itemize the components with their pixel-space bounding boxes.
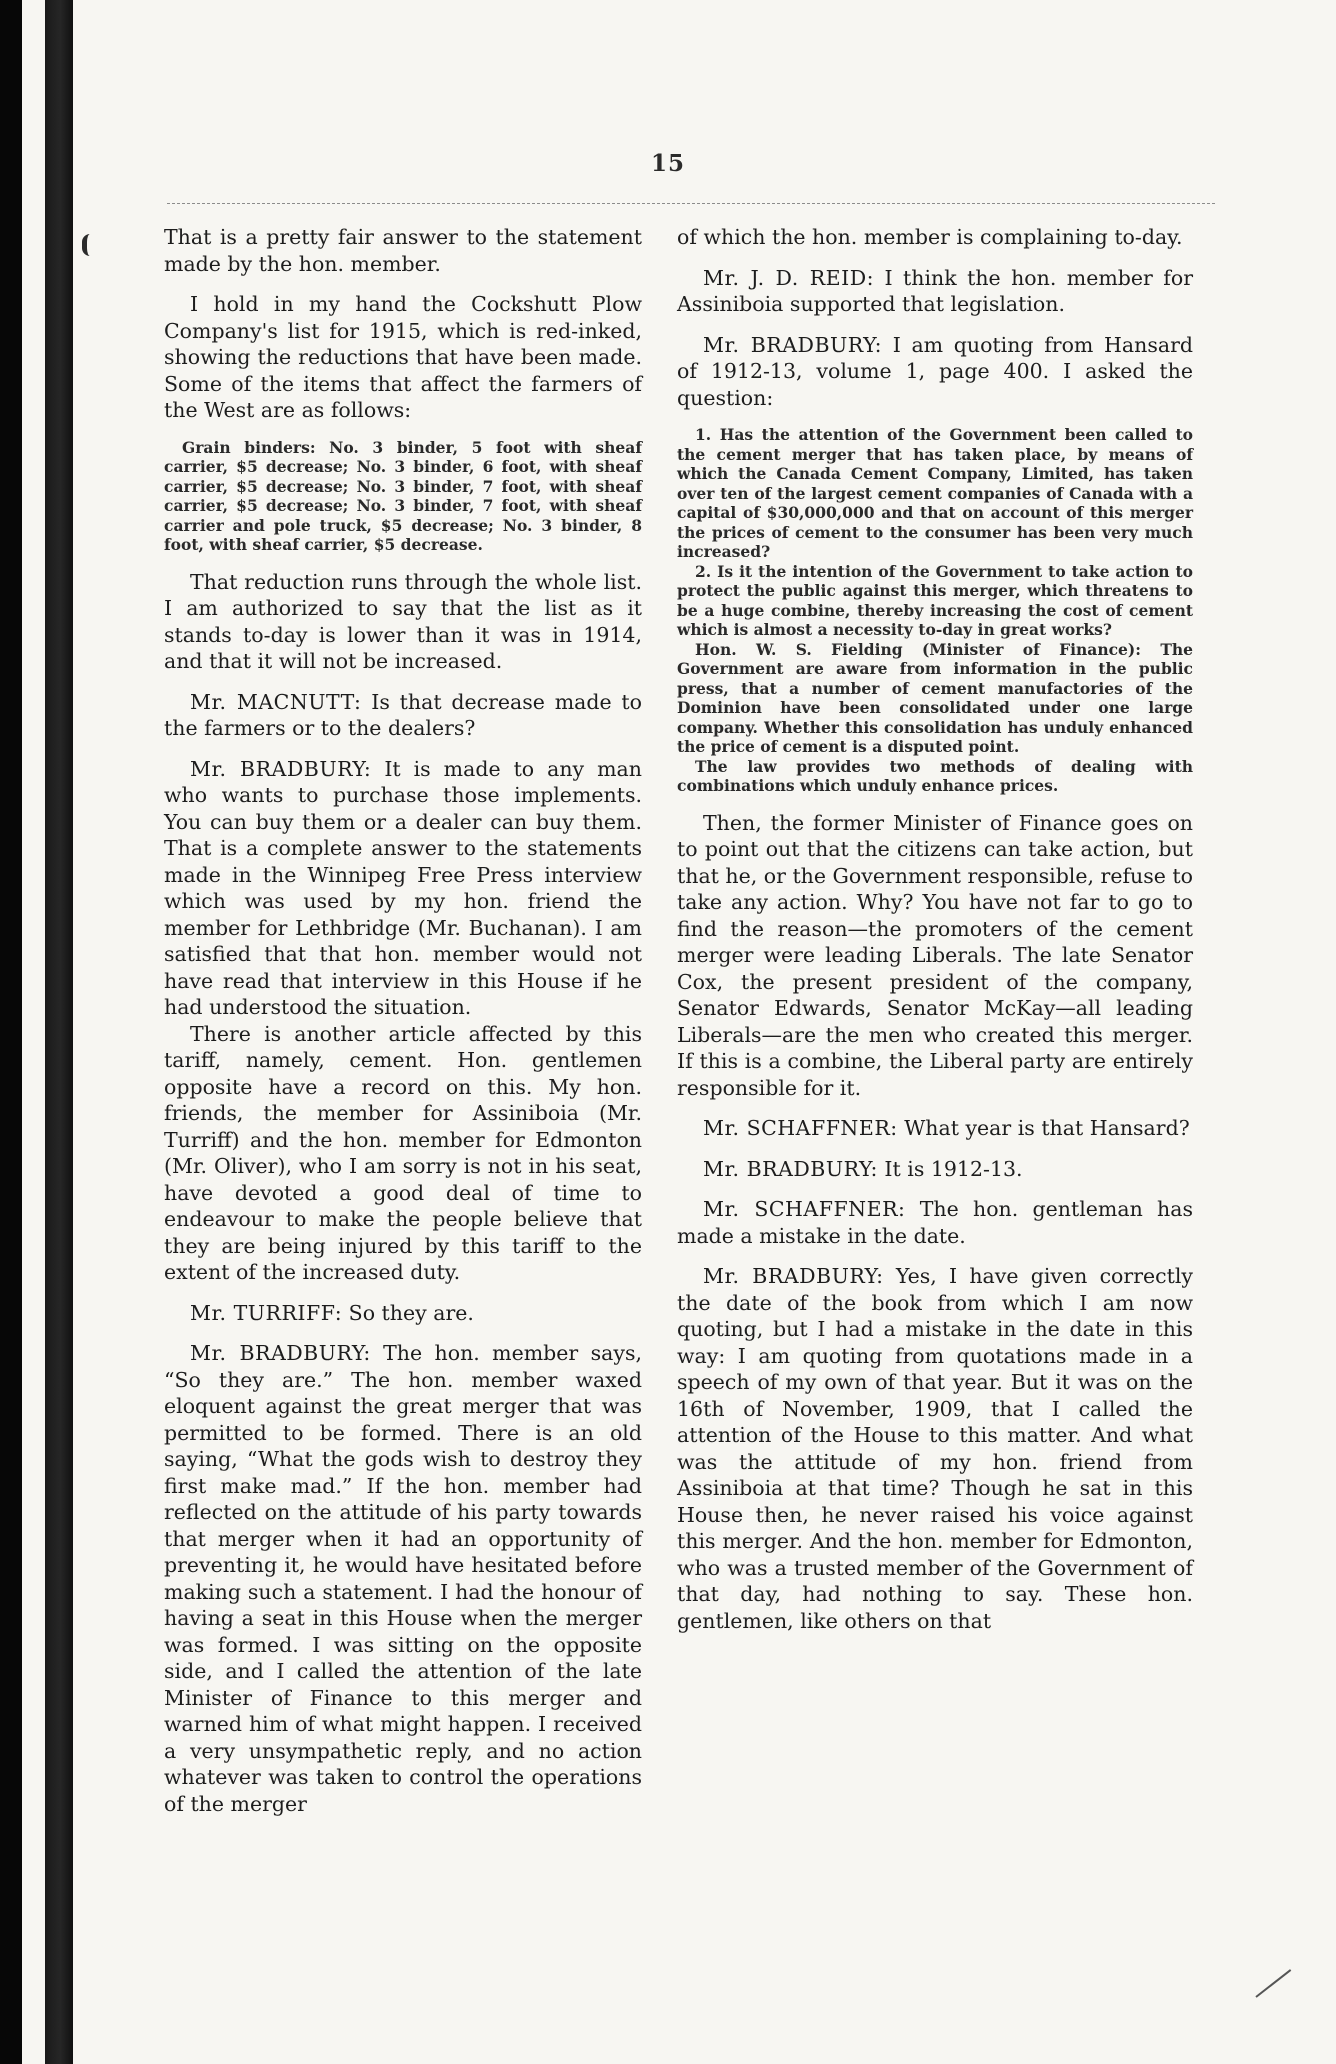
paragraph-text: That is a pretty fair answer to the statement made by the hon. member. bbox=[164, 225, 642, 276]
right-column bbox=[677, 224, 1193, 1648]
paragraph-text: What year is that Hansard? bbox=[904, 1116, 1190, 1140]
page-number: 15 bbox=[650, 150, 685, 177]
corner-pencil-mark bbox=[1255, 1969, 1291, 1998]
quoted-extract bbox=[164, 438, 642, 555]
paragraph-text: I am quoting from Hansard of 1912-13, volume 1, page 400. I asked the question: bbox=[677, 332, 1193, 410]
paragraph bbox=[164, 689, 642, 742]
paragraph bbox=[164, 1340, 642, 1817]
paragraph bbox=[677, 1156, 1193, 1183]
paragraph-text: Then, the former Minister of Finance goes on to point out that the citizens can take action, but that he, or the Government responsible, refuse to take any action. Why? You have not far to go to find the reason—the promoters of the cement merger were leading Liberals. The late Senator Cox, the present president of the company, Senator Edwards, Senator McKay—all leading Liberals—are the men who created this merger. If this is a combine, the Liberal party are entirely responsible for it. bbox=[677, 810, 1194, 1100]
paragraph bbox=[164, 569, 642, 675]
speaker-name: Mr. SCHAFFNER: bbox=[703, 1116, 898, 1140]
left-column bbox=[164, 224, 642, 1831]
speaker-name: Mr. J. D. REID: bbox=[703, 265, 875, 290]
header-rule bbox=[167, 203, 1215, 204]
paragraph bbox=[677, 332, 1193, 412]
paragraph-text: of which the hon. member is complaining to-day. bbox=[677, 225, 1183, 249]
scan-binding-shadow bbox=[0, 0, 22, 2064]
paragraph-text: The hon. gentleman has made a mistake in the date. bbox=[677, 1197, 1193, 1248]
paragraph bbox=[677, 1115, 1193, 1142]
quote-paragraph: 2. Is it the intention of the Government to take action to protect the public against this merger, which threatens to be a huge combine, thereby increasing the cost of cement which is almost a necessity to-day in great works? bbox=[677, 561, 1193, 639]
paragraph bbox=[164, 291, 642, 424]
paragraph bbox=[677, 265, 1193, 318]
paragraph-text: That reduction runs through the whole list. I am authorized to say that the list as it stands to-day is lower than it was in 1914, and that it will not be increased. bbox=[164, 569, 642, 673]
paragraph bbox=[164, 1300, 642, 1327]
paragraph-text: The hon. member says, “So they are.” The hon. member waxed eloquent against the great merger that was permitted to be formed. There is an old saying, “What the gods wish to destroy they first make mad.” If the hon. member had reflected on the attitude of his party towards that merger when it had an opportunity of preventing it, he would have hesitated before making such a statement. I had the honour of having a seat in this House when the merger was formed. I was sitting on the opposite side, and I called the attention of the late Minister of Finance to this merger and warned him of what might happen. I received a very unsympathetic reply, and no action whatever was taken to control the operations of the merger bbox=[164, 1341, 642, 1816]
paragraph bbox=[164, 756, 642, 1021]
quote-paragraph: Grain binders: No. 3 binder, 5 foot with sheaf carrier, $5 decrease; No. 3 binder, 6 foot, with sheaf carrier, $5 decrease; No. 3 binder, 7 foot, with sheaf carrier, $5 decrease; No. 3 binder, 7 foot, with sheaf carrier and pole truck, $5 decrease; No. 3 binder, 8 foot, with sheaf carrier, $5 decrease. bbox=[164, 437, 642, 554]
paragraph bbox=[164, 1021, 642, 1286]
paragraph-text: So they are. bbox=[348, 1300, 474, 1325]
speaker-name: Mr. BRADBURY: bbox=[703, 1264, 884, 1288]
paragraph-text: I think the hon. member for Assiniboia supported that legislation. bbox=[677, 265, 1193, 316]
paragraph-text: There is another article affected by this tariff, namely, cement. Hon. gentlemen opposite have a record on this. My hon. friends, the member for Assiniboia (Mr. Turriff) and the hon. member for Edmonton (Mr. Oliver), who I am sorry is not in his seat, have devoted a good deal of time to endeavour to make the people believe that they are being injured by this tariff to the extent of the increased duty. bbox=[164, 1021, 642, 1284]
gutter-mark bbox=[82, 234, 99, 256]
quote-paragraph: 1. Has the attention of the Government been called to the cement merger that has taken place, by means of which the Canada Cement Company, Limited, has taken over ten of the largest cement companies of Canada with a capital of $30,000,000 and that on account of this merger the prices of cement to the consumer has been very much increased? bbox=[677, 425, 1193, 561]
paragraph bbox=[164, 224, 642, 277]
speaker-name: Mr. BRADBURY: bbox=[703, 332, 883, 357]
speaker-name: Mr. BRADBURY: bbox=[190, 756, 372, 781]
paragraph-text: Yes, I have given correctly the date of the book from which I am now quoting, but I had a mistake in the date in this way: I am quoting from quotations made in a speech of my own of that year. But it was on the 16th of November, 1909, that I called the attention of the House to this matter. And what was the attitude of my hon. friend from Assiniboia at that time? Though he sat in this House then, he never raised his voice against this merger. And the hon. member for Edmonton, who was a trusted member of the Government of that day, had nothing to say. These hon. gentlemen, like others on that bbox=[677, 1264, 1193, 1633]
paragraph bbox=[677, 1263, 1193, 1634]
paragraph bbox=[677, 810, 1193, 1102]
speaker-name: Mr. TURRIFF: bbox=[190, 1300, 343, 1325]
paragraph-text: It is 1912-13. bbox=[884, 1156, 1023, 1181]
quote-paragraph: The law provides two methods of dealing with combinations which unduly enhance prices. bbox=[677, 756, 1193, 795]
speaker-name: Mr. BRADBURY: bbox=[190, 1341, 371, 1365]
paragraph-text: Is that decrease made to the farmers or to the dealers? bbox=[164, 689, 642, 740]
paragraph-text: I hold in my hand the Cockshutt Plow Company's list for 1915, which is red-inked, showing the reductions that have been made. Some of the items that affect the farmers of the West are as follows: bbox=[164, 292, 642, 422]
quote-paragraph: Hon. W. S. Fielding (Minister of Finance): The Government are aware from information in the public press, that a number of cement manufactories of the Dominion have been consolidated under one large company. Whether this consolidation has unduly enhanced the price of cement is a disputed point. bbox=[677, 639, 1193, 756]
speaker-name: Mr. BRADBURY: bbox=[703, 1156, 878, 1181]
scan-page-edge bbox=[45, 0, 73, 2064]
quoted-extract bbox=[677, 425, 1193, 796]
speaker-name: Mr. MACNUTT: bbox=[190, 689, 362, 714]
speaker-name: Mr. SCHAFFNER: bbox=[703, 1197, 906, 1221]
paragraph bbox=[677, 224, 1193, 251]
paragraph-text: It is made to any man who wants to purchase those implements. You can buy them or a dealer can buy them. That is a complete answer to the statements made in the Winnipeg Free Press interview which was used by my hon. friend the member for Lethbridge (Mr. Buchanan). I am satisfied that that hon. member would not have read that interview in this House if he had understood the situation. bbox=[164, 756, 642, 1019]
paragraph bbox=[677, 1196, 1193, 1249]
